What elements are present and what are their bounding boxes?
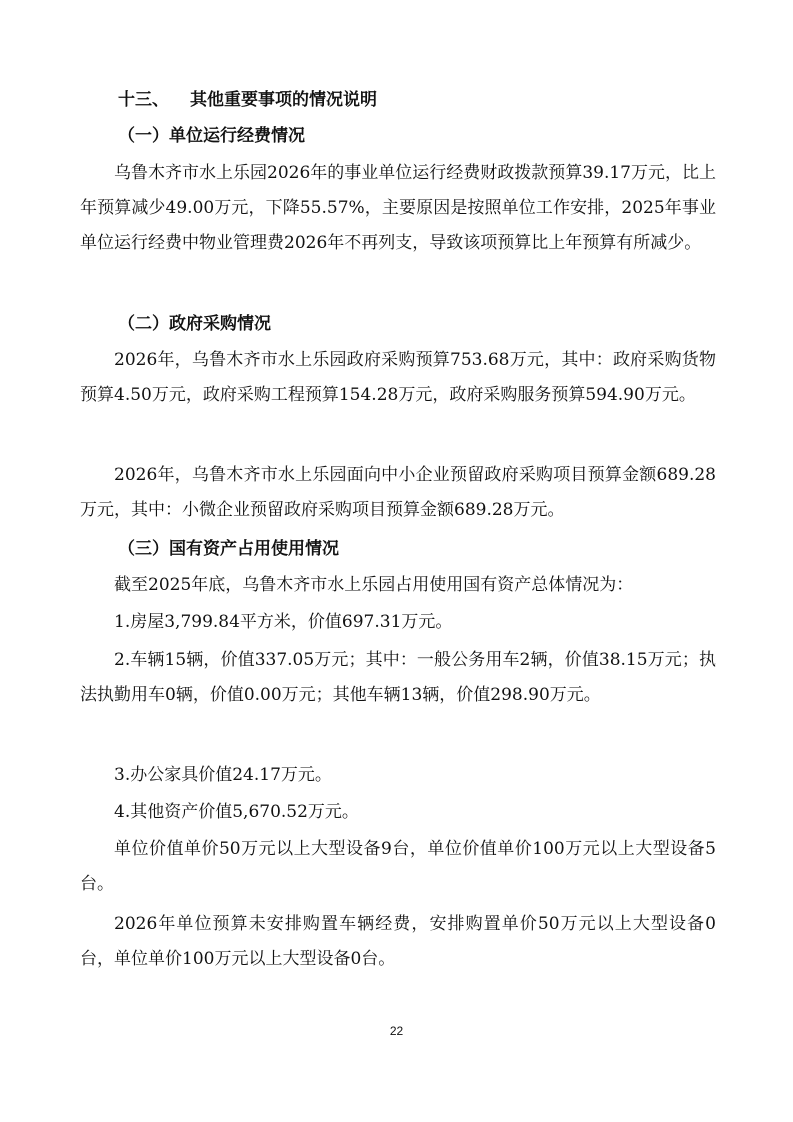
subsection-heading-government-procurement: （二）政府采购情况	[118, 314, 271, 334]
paragraph-sme-procurement: 2026年，乌鲁木齐市水上乐园面向中小企业预留政府采购项目预算金额689.28万元，其中：小微企业预留政府采购项目预算金额689.28万元。	[80, 465, 716, 520]
section-heading	[118, 88, 377, 112]
paragraph-purchase-plan: 2026年单位预算未安排购置车辆经费，安排购置单价50万元以上大型设备0台，单位单价100万元以上大型设备0台。	[80, 914, 716, 969]
paragraph-assets-vehicles: 2.车辆15辆，价值337.05万元；其中：一般公务用车2辆，价值38.15万元；执法执勤用车0辆，价值0.00万元；其他车辆13辆，价值298.90万元。	[80, 650, 716, 705]
section-number: 十三、	[118, 90, 169, 110]
paragraph-operating-expenses: 乌鲁木齐市水上乐园2026年的事业单位运行经费财政拨款预算39.17万元，比上年预算减少49.00万元，下降55.57%，主要原因是按照单位工作安排，2025年事业单位运行经费中物业管理费2026年不再列支，导致该项预算比上年预算有所减少。	[80, 163, 716, 253]
paragraph-assets-buildings: 1.房屋3,799.84平方米，价值697.31万元。	[114, 612, 453, 632]
paragraph-assets-other: 4.其他资产价值5,670.52万元。	[114, 802, 359, 822]
page-number: 22	[389, 1024, 404, 1038]
section-title: 其他重要事项的情况说明	[190, 90, 377, 110]
subsection-heading-operating-expenses: （一）单位运行经费情况	[118, 126, 305, 146]
paragraph-assets-intro: 截至2025年底，乌鲁木齐市水上乐园占用使用国有资产总体情况为：	[114, 575, 634, 595]
paragraph-assets-furniture: 3.办公家具价值24.17万元。	[114, 765, 332, 785]
paragraph-procurement-budget: 2026年，乌鲁木齐市水上乐园政府采购预算753.68万元，其中：政府采购货物预算4.50万元，政府采购工程预算154.28万元，政府采购服务预算594.90万元。	[80, 350, 716, 405]
subsection-heading-state-assets: （三）国有资产占用使用情况	[118, 539, 339, 559]
paragraph-large-equipment: 单位价值单价50万元以上大型设备9台，单位价值单价100万元以上大型设备5台。	[80, 839, 716, 894]
